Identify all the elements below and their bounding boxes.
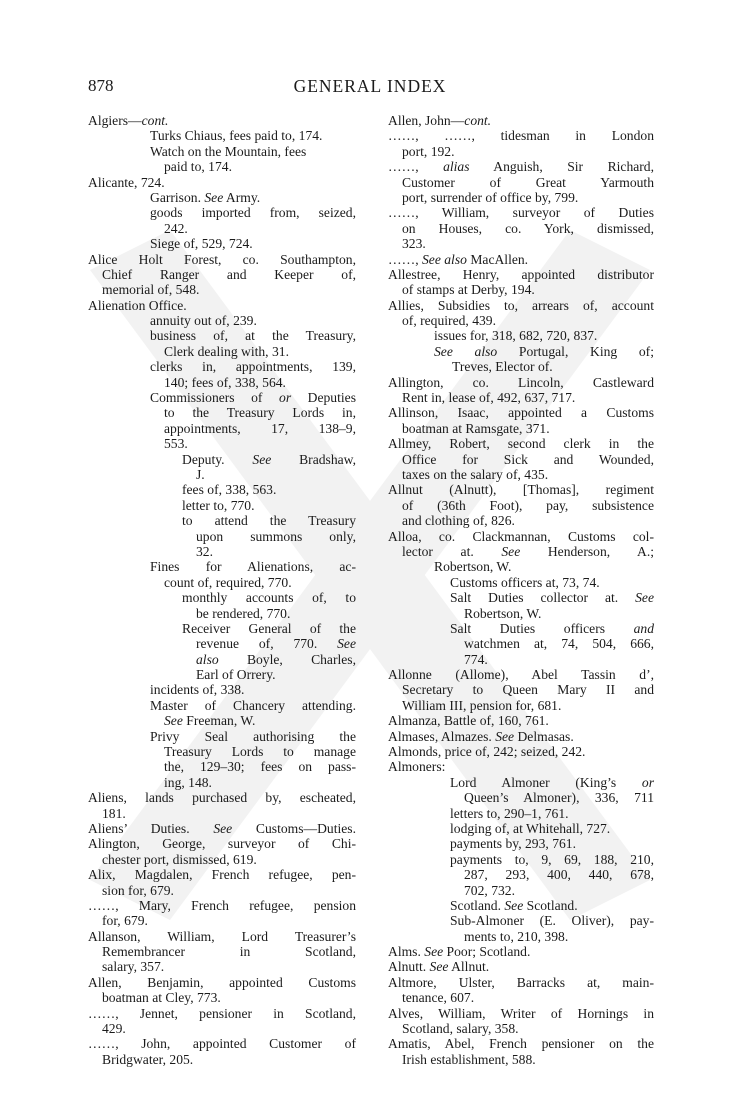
- index-line: Salt Duties collector at. See: [450, 590, 654, 606]
- index-line: Scotland. See Scotland.: [450, 897, 578, 913]
- index-line: Alnutt. See Allnut.: [388, 959, 490, 975]
- index-line: fees of, 338, 563.: [182, 482, 277, 498]
- index-line: Aliens, lands purchased by, escheated,: [88, 790, 356, 806]
- index-line: sion for, 679.: [102, 882, 174, 898]
- index-line: Allmey, Robert, second clerk in the: [388, 436, 654, 452]
- index-line: Alves, William, Writer of Hornings in: [388, 1005, 654, 1021]
- index-line: Secretary to Queen Mary II and: [402, 682, 654, 698]
- index-line: See Freeman, W.: [164, 713, 256, 729]
- index-line: lector at. See Henderson, A.;: [402, 543, 654, 559]
- index-line: Almoners:: [388, 759, 446, 775]
- index-line: Siege of, 529, 724.: [150, 236, 253, 252]
- index-line: on Houses, co. York, dismissed,: [402, 220, 654, 236]
- index-line: Almanza, Battle of, 160, 761.: [388, 713, 549, 729]
- index-line: Fines for Alienations, ac-: [150, 559, 356, 575]
- index-line: Treves, Elector of.: [452, 359, 553, 375]
- index-line: Watch on the Mountain, fees: [150, 143, 307, 159]
- index-line: Treasury Lords to manage: [164, 744, 356, 760]
- index-line: Robertson, W.: [464, 605, 542, 621]
- index-line: ……, Jennet, pensioner in Scotland,: [88, 1005, 356, 1021]
- index-line: Algiers—cont.: [88, 113, 169, 128]
- index-line: Turks Chiaus, fees paid to, 174.: [150, 128, 323, 144]
- index-line: Allinson, Isaac, appointed a Customs: [388, 405, 654, 421]
- index-line: monthly accounts of, to: [182, 590, 356, 606]
- index-line: Office for Sick and Wounded,: [402, 451, 654, 467]
- index-line: Alicante, 724.: [88, 174, 165, 190]
- index-line: 32.: [196, 543, 213, 559]
- index-line: Allonne (Allome), Abel Tassin d’,: [388, 667, 654, 683]
- index-line: paid to, 174.: [164, 159, 232, 175]
- index-line: watchmen at, 74, 504, 666,: [464, 636, 654, 652]
- index-line: J.: [196, 466, 205, 482]
- index-line: of stamps at Derby, 194.: [402, 282, 535, 298]
- index-line: Bridgwater, 205.: [102, 1051, 194, 1067]
- index-line: 429.: [102, 1021, 126, 1037]
- index-line: 774.: [464, 651, 488, 667]
- index-line: clerks in, appointments, 139,: [150, 359, 356, 375]
- index-line: Clerk dealing with, 31.: [164, 343, 289, 359]
- index-line: Earl of Orrery.: [196, 667, 276, 683]
- index-line: ……, William, surveyor of Duties: [388, 205, 654, 221]
- index-line: Allen, John—cont.: [388, 113, 492, 128]
- index-line: Queen’s Almoner), 336, 711: [464, 790, 654, 806]
- index-line: Allen, Benjamin, appointed Customs: [88, 974, 356, 990]
- index-line: Almases, Almazes. See Delmasas.: [388, 728, 574, 744]
- index-line: 553.: [164, 436, 188, 452]
- index-line: appointments, 17, 138–9,: [164, 420, 356, 436]
- index-line: Lord Almoner (King’s or: [450, 774, 654, 790]
- index-line: Chief Ranger and Keeper of,: [102, 266, 356, 282]
- page-number: 878: [88, 76, 114, 95]
- index-line: payments by, 293, 761.: [450, 836, 576, 852]
- index-line: Alice Holt Forest, co. Southampton,: [88, 251, 356, 267]
- index-line: payments to, 9, 69, 188, 210,: [450, 851, 654, 867]
- index-line: salary, 357.: [102, 959, 165, 975]
- index-line: Remembrancer in Scotland,: [102, 944, 356, 960]
- index-line: Rent in, lease of, 492, 637, 717.: [402, 390, 576, 406]
- index-column-left: [88, 113, 356, 1067]
- index-line: Almonds, price of, 242; seized, 242.: [388, 744, 586, 760]
- index-line: 181.: [102, 805, 126, 821]
- index-line: of (36th Foot), pay, subsistence: [402, 497, 654, 513]
- index-line: Alienation Office.: [88, 297, 187, 313]
- index-line: Alms. See Poor; Scotland.: [388, 944, 531, 960]
- index-line: also Boyle, Charles,: [196, 651, 356, 667]
- index-line: business of, at the Treasury,: [150, 328, 356, 344]
- index-line: and clothing of, 826.: [402, 513, 515, 529]
- index-line: goods imported from, seized,: [150, 205, 356, 221]
- index-line: lodging of, at Whitehall, 727.: [450, 820, 611, 836]
- index-line: William III, pension for, 681.: [402, 697, 562, 713]
- index-line: Receiver General of the: [182, 620, 356, 636]
- index-line: the, 129–30; fees on pass-: [164, 759, 356, 775]
- index-line: Alloa, co. Clackmannan, Customs col-: [388, 528, 654, 544]
- index-line: ……, John, appointed Customer of: [88, 1036, 356, 1052]
- index-line: ……, See also MacAllen.: [388, 251, 529, 267]
- index-line: count of, required, 770.: [164, 574, 292, 590]
- index-line: letters to, 290–1, 761.: [450, 805, 569, 821]
- index-line: be rendered, 770.: [196, 605, 291, 621]
- index-line: Allanson, William, Lord Treasurer’s: [88, 928, 356, 944]
- index-line: issues for, 318, 682, 720, 837.: [434, 328, 598, 344]
- index-line: Sub-Almoner (E. Oliver), pay-: [450, 913, 654, 929]
- index-line: Robertson, W.: [434, 559, 512, 575]
- index-line: Customs officers at, 73, 74.: [450, 574, 600, 590]
- index-line: ……, Mary, French refugee, pension: [88, 897, 356, 913]
- index-line: Irish establishment, 588.: [402, 1051, 536, 1067]
- index-line: port, 192.: [402, 143, 455, 159]
- index-line: Garrison. See Army.: [150, 189, 261, 205]
- index-line: 323.: [402, 236, 426, 252]
- index-line: Alix, Magdalen, French refugee, pen-: [88, 867, 356, 883]
- index-line: annuity out of, 239.: [150, 313, 257, 329]
- index-line: boatman at Cley, 773.: [102, 990, 221, 1006]
- index-line: revenue of, 770. See: [196, 636, 356, 652]
- index-line: taxes on the salary of, 435.: [402, 466, 549, 482]
- index-line: Privy Seal authorising the: [150, 728, 356, 744]
- index-line: chester port, dismissed, 619.: [102, 851, 257, 867]
- index-line: 287, 293, 400, 440, 678,: [464, 867, 654, 883]
- index-line: of, required, 439.: [402, 313, 496, 329]
- index-line: to attend the Treasury: [182, 513, 356, 529]
- index-line: for, 679.: [102, 913, 148, 929]
- index-line: port, surrender of office by, 799.: [402, 189, 579, 205]
- index-line: Allnut (Alnutt), [Thomas], regiment: [388, 482, 654, 498]
- index-line: ……, alias Anguish, Sir Richard,: [388, 159, 654, 175]
- index-line: Master of Chancery attending.: [150, 697, 356, 713]
- index-line: ments to, 210, 398.: [464, 928, 569, 944]
- index-line: 140; fees of, 338, 564.: [164, 374, 286, 390]
- index-line: ……, ……, tidesman in London: [388, 128, 654, 144]
- index-line: Customer of Great Yarmouth: [402, 174, 654, 190]
- index-line: 702, 732.: [464, 882, 515, 898]
- index-line: boatman at Ramsgate, 371.: [402, 420, 550, 436]
- index-line: Commissioners of or Deputies: [150, 390, 356, 406]
- index-line: Allestree, Henry, appointed distributor: [388, 266, 654, 282]
- index-line: letter to, 770.: [182, 497, 255, 513]
- index-line: Scotland, salary, 358.: [402, 1021, 519, 1037]
- index-line: 242.: [164, 220, 188, 236]
- index-line: Aliens’ Duties. See Customs—Duties.: [88, 820, 356, 836]
- index-line: upon summons only,: [196, 528, 356, 544]
- index-line: memorial of, 548.: [102, 282, 200, 298]
- index-line: tenance, 607.: [402, 990, 475, 1006]
- index-line: Allington, co. Lincoln, Castleward: [388, 374, 654, 390]
- index-line: Alington, George, surveyor of Chi-: [88, 836, 356, 852]
- index-line: to the Treasury Lords in,: [164, 405, 356, 421]
- index-column-right: [388, 113, 654, 1067]
- index-line: Deputy. See Bradshaw,: [182, 451, 356, 467]
- index-line: ing, 148.: [164, 774, 212, 790]
- index-line: Allies, Subsidies to, arrears of, account: [388, 297, 654, 313]
- index-line: Altmore, Ulster, Barracks at, main-: [388, 974, 654, 990]
- index-line: incidents of, 338.: [150, 682, 245, 698]
- index-line: Salt Duties officers and: [450, 620, 654, 636]
- page-title: GENERAL INDEX: [293, 76, 447, 96]
- index-line: Amatis, Abel, French pensioner on the: [388, 1036, 654, 1052]
- index-line: See also Portugal, King of;: [434, 343, 654, 359]
